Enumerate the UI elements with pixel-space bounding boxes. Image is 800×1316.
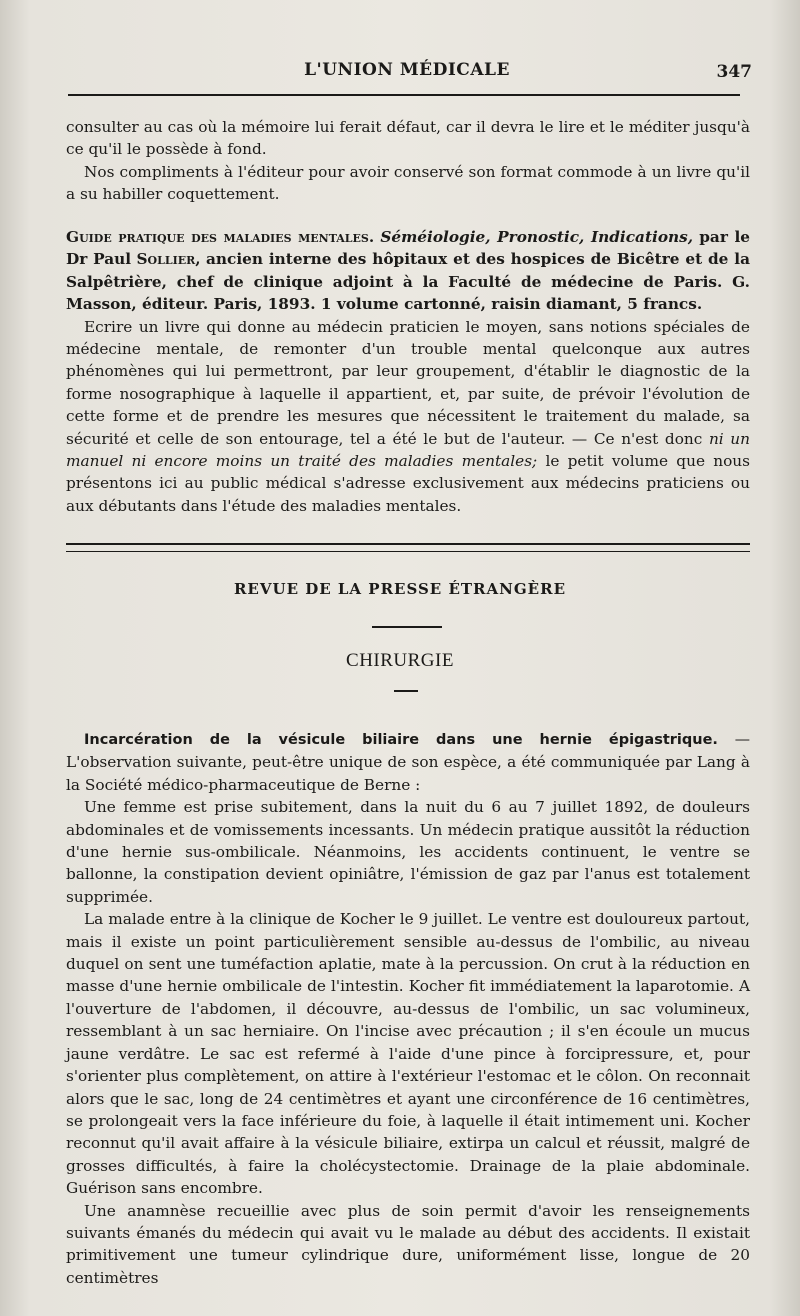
paragraph: consulter au cas où la mémoire lui ferait défaut, car il devra le lire et le méditer jusqu'à ce qu'il le possède à fond. (66, 118, 750, 159)
book-subtitle: Séméiologie, Pronostic, Indications, (380, 228, 694, 246)
paragraph: La malade entre à la clinique de Kocher le 9 juillet. Le ventre est douloureux partout, mais il existe un point particulièrement sensible au-dessus de l'ombilic, au niveau duquel on sent une tuméfaction aplatie, mate à la percussion. On crut à la réduction en masse d'une hernie ombilicale de l'intestin. Kocher fit immédiatement la laparotomie. A l'ouverture de l'abdomen, il découvre, au-dessus de l'ombilic, un sac volumineux, ressemblant à un sac herniaire. On l'incise avec précaution ; il s'en écoule un mucus jaune verdâtre. Le sac est refermé à l'aide d'une pince à forcipressure, et, pour s'orienter plus complètement, on attire à l'extérieur l'estomac et le côlon. On reconnait alors que le sac, long de 24 centimètres et ayant une circonférence de 16 centimètres, se prolongeait vers la face inférieure du foie, à laquelle il était intimement uni. Kocher reconnut qu'il avait affaire à la vésicule biliaire, extirpa un calcul et réussit, malgré de grosses difficultés, à faire la cholécystectomie. Drainage de la plaie abdominale. Guérison sans encombre. (66, 910, 750, 1198)
article-title: Incarcération de la vésicule biliaire dans une hernie épigastrique. (84, 732, 718, 748)
subsection-title: CHIRURGIE (346, 650, 454, 671)
section-title: REVUE DE LA PRESSE ÉTRANGÈRE (233, 580, 567, 598)
top-text-block (66, 116, 750, 206)
section-divider (66, 543, 750, 552)
paragraph: Une femme est prise subitement, dans la nuit du 6 au 7 juillet 1892, de douleurs abdominales et de vomissements incessants. Un médecin pratique aussitôt la réduction d'une hernie sus-ombilicale. Néanmoins, les accidents continuent, le ventre se ballonne, la constipation devient opiniâtre, l'émission de gaz par l'anus est totalement supprimée. (66, 798, 750, 906)
review-body (66, 316, 750, 518)
book-details: ancien interne des hôpitaux et des hospices de Bicêtre et de la Salpêtrière, chef de clinique adjoint à la Faculté de médecine de Paris. G. Masson, éditeur. Paris, 1893. 1 volume cartonné, raisin diamant, 5 francs. (66, 250, 750, 314)
book-citation (66, 226, 750, 316)
journal-title: L'UNION MÉDICALE (304, 60, 510, 80)
page-number: 347 (716, 62, 752, 82)
review-text: le petit volume que nous présentons ici au public médical s'adresse exclusivement aux médecins praticiens ou aux débutants dans l'étude des maladies mentales. (66, 452, 750, 515)
book-review (66, 226, 750, 517)
review-text: Ecrire un livre qui donne au médecin praticien le moyen, sans notions spéciales de médecine mentale, de remonter d'un trouble mental quelconque aux autres phénomènes qui lui permettront, par leur groupement, d'établir le diagnostic de la forme nosographique à laquelle il appartient, et, par suite, de prévoir l'évolution de cette forme et de prendre les mesures que nécessitent le traitement du malade, sa sécurité et celle de son entourage, tel a été le but de l'auteur. — Ce n'est donc (66, 317, 750, 448)
paragraph: Une anamnèse recueillie avec plus de soin permit d'avoir les renseignements suivants émanés du médecin qui avait vu le malade au début des accidents. Il existait primitivement une tumeur cylindrique dure, uniformément lisse, longue de 20 centimètres (66, 1201, 750, 1287)
subsection-divider (394, 690, 418, 692)
author-name: Sollier, (136, 250, 201, 269)
review-italic: ni un manuel ni encore moins un traité des maladies mentales; (66, 429, 750, 471)
article-intro-text: — L'observation suivante, peut-être unique de son espèce, a été communiquée par Lang à la Société médico-pharmaceutique de Berne : (66, 730, 750, 794)
paragraph: Nos compliments à l'éditeur pour avoir conservé son format commode à un livre qu'il a su habiller coquettement. (66, 162, 750, 204)
author-intro: par le Dr Paul (66, 228, 750, 269)
guide-title: Guide pratique des maladies mentales. (66, 228, 375, 246)
header-rule (68, 94, 740, 96)
article-intro (66, 728, 750, 796)
short-divider (372, 626, 442, 628)
running-header (62, 60, 752, 90)
article (66, 728, 750, 1289)
